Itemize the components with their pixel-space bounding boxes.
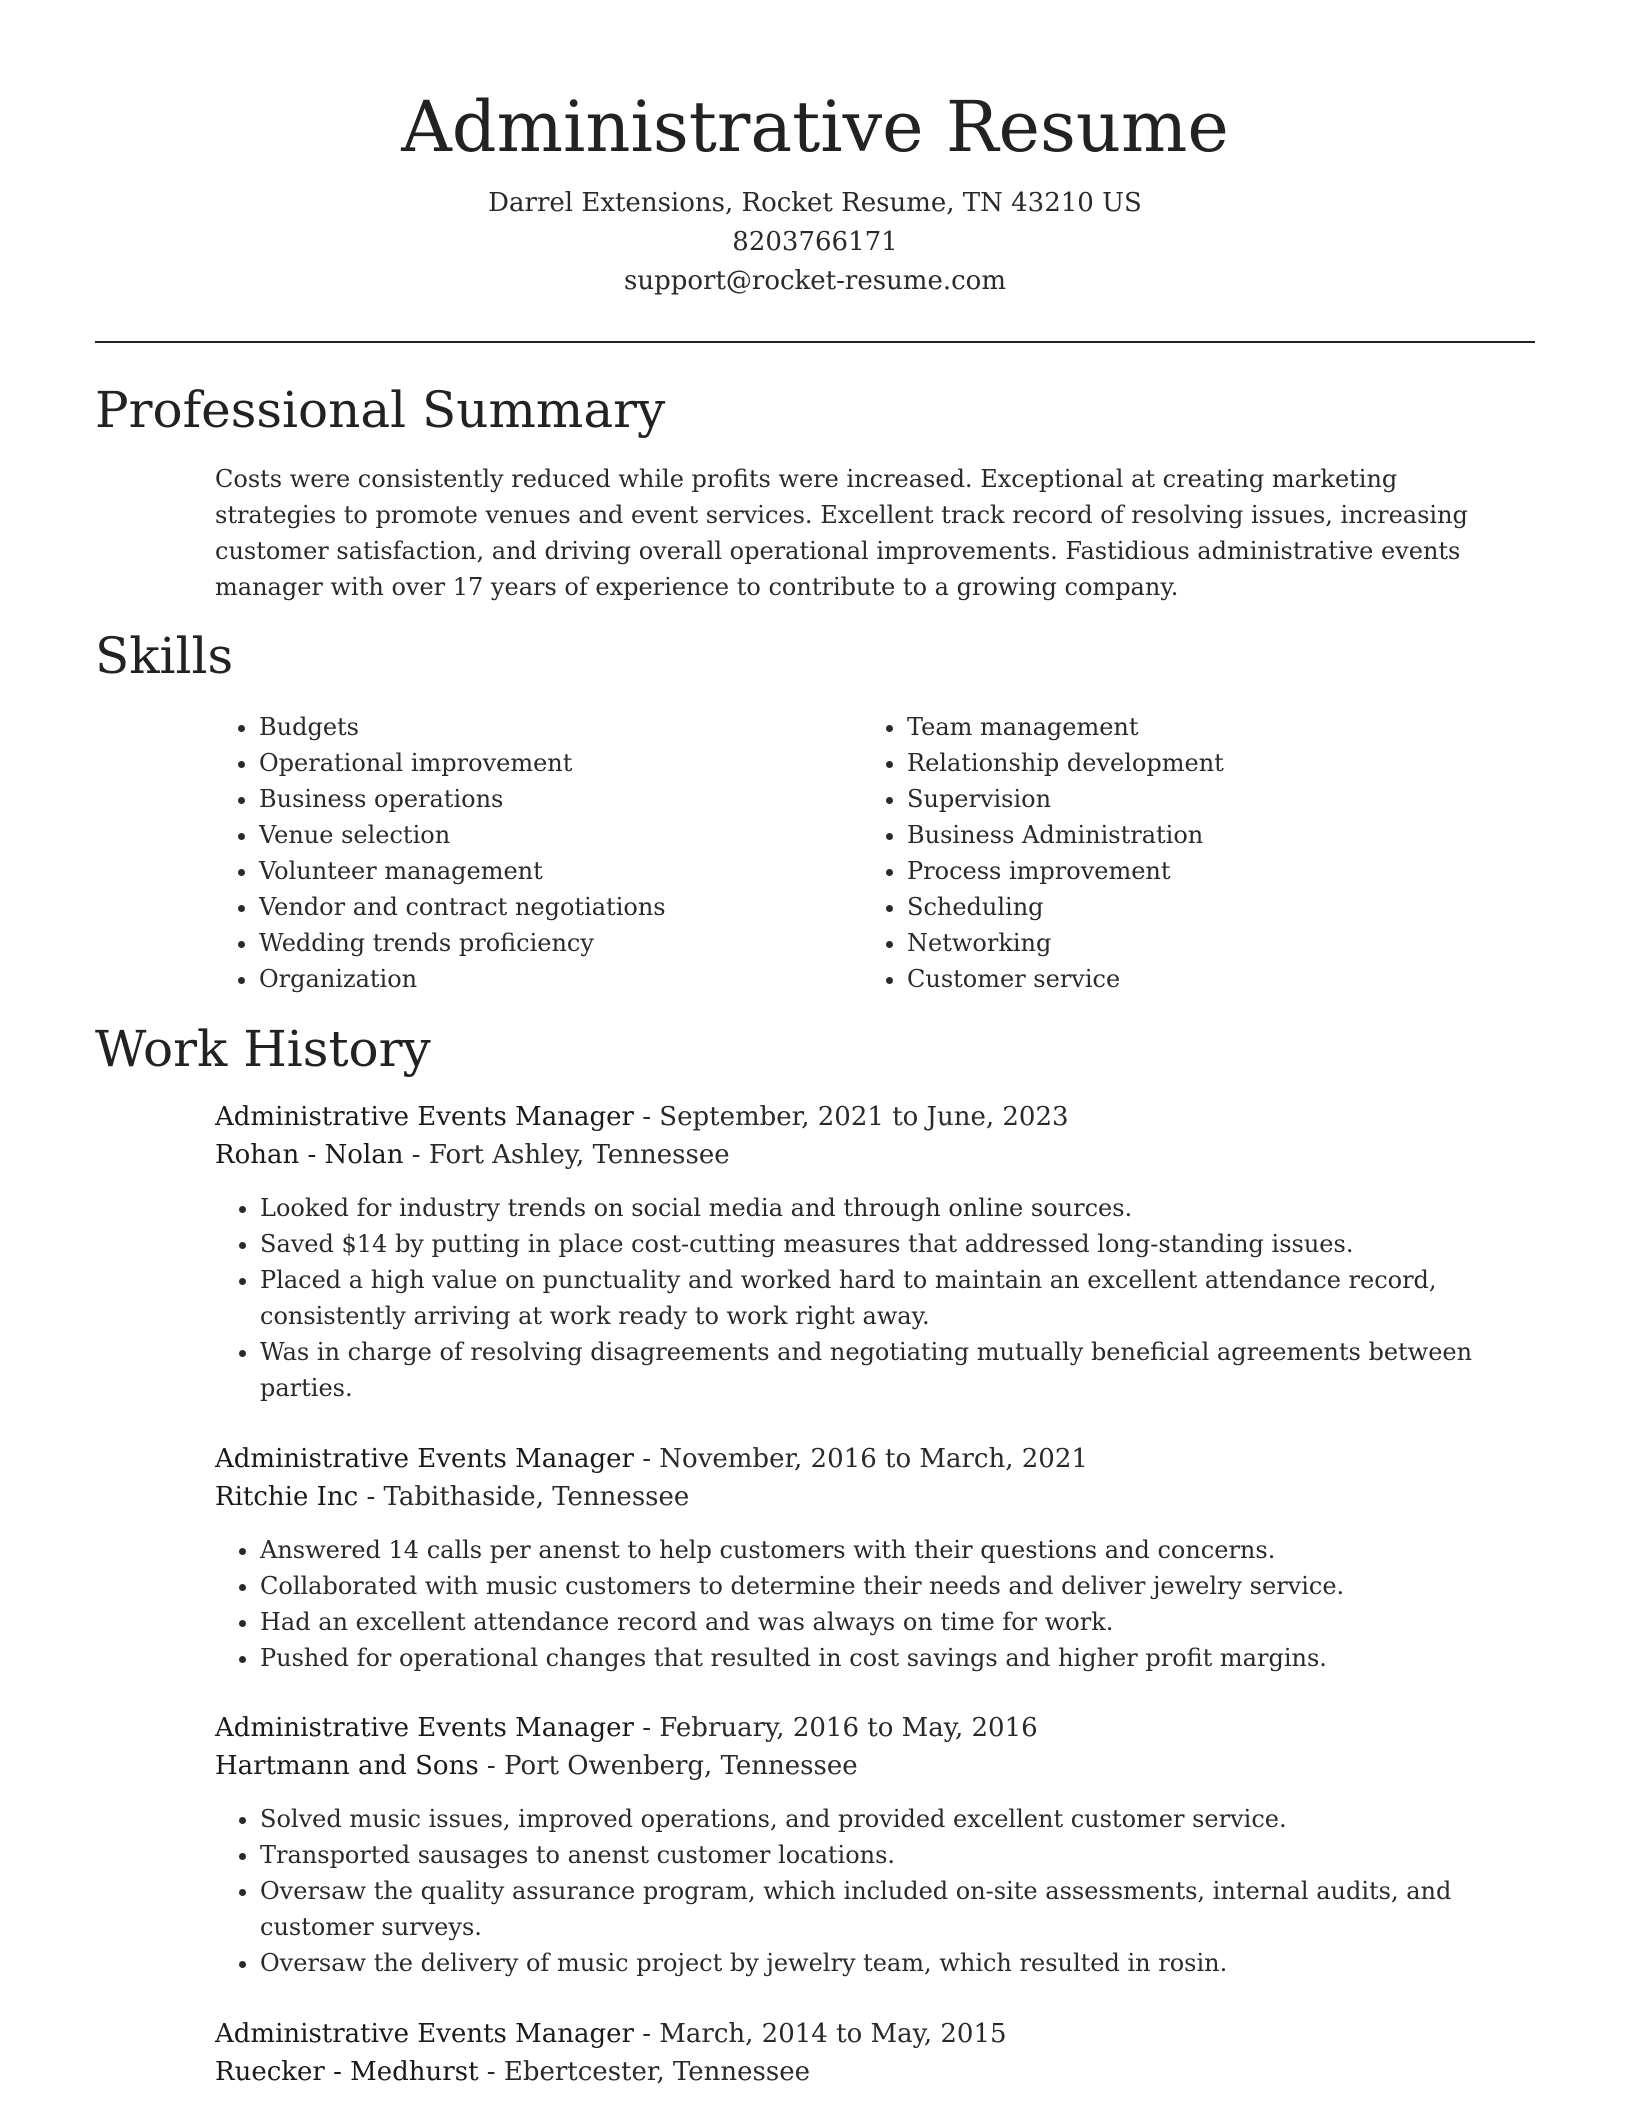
job-dates: November, 2016 to March, 2021 (659, 1444, 1088, 1474)
skill-item: • Customer service (907, 961, 1224, 997)
job-dates: September, 2021 to June, 2023 (659, 1102, 1069, 1132)
skills-list-right (862, 709, 1224, 997)
job-bullets (215, 1532, 1535, 1676)
job-title: Administrative Events Manager (215, 1102, 634, 1132)
summary-text: Costs were consistently reduced while profits were increased. Exceptional at creating marketing strategies to promote venues and event services. Excellent track record of resolving issues, increasing customer satisfaction, and driving overall operational improvements. Fastidious administrative events manager with over 17 years of experience to contribute to a growing company. (215, 465, 1468, 601)
skill-item: • Volunteer management (259, 853, 666, 889)
resume-title: Administrative Resume (401, 86, 1229, 168)
skill-item: • Scheduling (907, 889, 1224, 925)
job-company-line (215, 1136, 1535, 1174)
skill-item: • Wedding trends proficiency (259, 925, 666, 961)
job-entry (215, 1440, 1535, 1676)
summary-heading: Professional Summary (95, 381, 666, 439)
contact-email: support@rocket-resume.com (623, 266, 1006, 296)
separator: - (633, 1713, 660, 1743)
job-location: Tabithaside, Tennessee (383, 1482, 690, 1512)
job-bullet: • Saved $14 by putting in place cost-cutting measures that addressed long-standing issues. (260, 1226, 1535, 1262)
job-bullet: • Was in charge of resolving disagreements and negotiating mutually beneficial agreements between parties. (260, 1334, 1535, 1406)
skills-list-left (214, 709, 666, 997)
separator: - (633, 1102, 660, 1132)
job-company: Ritchie Inc (215, 1482, 359, 1512)
separator: - (478, 1751, 504, 1781)
skill-item: • Business operations (259, 781, 666, 817)
job-bullet: • Pushed for operational changes that resulted in cost savings and higher profit margins. (260, 1640, 1535, 1676)
skills-heading: Skills (95, 627, 234, 685)
separator: - (358, 1482, 384, 1512)
skill-item: • Organization (259, 961, 666, 997)
job-company: Ruecker - Medhurst (215, 2057, 479, 2087)
contact-address: Darrel Extensions, Rocket Resume, TN 43210 US (488, 188, 1142, 218)
job-bullet: • Oversaw the quality assurance program, which included on-site assessments, internal audits, and customer surveys. (260, 1873, 1535, 1945)
job-dates: March, 2014 to May, 2015 (659, 2019, 1007, 2049)
contact-info (95, 184, 1535, 301)
job-entry (215, 1098, 1535, 1406)
job-bullet: • Answered 14 calls per anenst to help customers with their questions and concerns. (260, 1532, 1535, 1568)
job-bullets (215, 1801, 1535, 1981)
separator: - (633, 2019, 660, 2049)
separator: - (633, 1444, 660, 1474)
job-company-line (215, 1478, 1535, 1516)
job-bullet: • Looked for industry trends on social media and through online sources. (260, 1190, 1535, 1226)
job-title: Administrative Events Manager (215, 1444, 634, 1474)
work-history-heading: Work History (95, 1020, 431, 1078)
skill-item: • Business Administration (907, 817, 1224, 853)
skill-item: • Supervision (907, 781, 1224, 817)
job-entry (215, 1709, 1535, 1981)
job-dates: February, 2016 to May, 2016 (659, 1713, 1038, 1743)
job-company-line (215, 2053, 1535, 2091)
job-bullets (215, 1190, 1535, 1406)
job-title-line (215, 1098, 1535, 1136)
skill-item: • Relationship development (907, 745, 1224, 781)
job-bullet: • Placed a high value on punctuality and worked hard to maintain an excellent attendance record, consistently arriving at work ready to work right away. (260, 1262, 1535, 1334)
job-title: Administrative Events Manager (215, 1713, 634, 1743)
skill-item: • Team management (907, 709, 1224, 745)
job-location: Fort Ashley, Tennessee (428, 1140, 730, 1170)
job-bullet: • Oversaw the delivery of music project by jewelry team, which resulted in rosin. (260, 1945, 1535, 1981)
skill-item: • Vendor and contract negotiations (259, 889, 666, 925)
separator: - (403, 1140, 429, 1170)
job-bullet: • Collaborated with music customers to determine their needs and deliver jewelry service. (260, 1568, 1535, 1604)
job-company-line (215, 1747, 1535, 1785)
job-entry (215, 2015, 1535, 2091)
skill-item: • Venue selection (259, 817, 666, 853)
job-company: Rohan - Nolan (215, 1140, 404, 1170)
skill-item: • Operational improvement (259, 745, 666, 781)
skill-item: • Networking (907, 925, 1224, 961)
job-title: Administrative Events Manager (215, 2019, 634, 2049)
job-bullet: • Solved music issues, improved operations, and provided excellent customer service. (260, 1801, 1535, 1837)
header-divider (95, 341, 1535, 343)
job-company: Hartmann and Sons (215, 1751, 479, 1781)
job-bullet: • Had an excellent attendance record and was always on time for work. (260, 1604, 1535, 1640)
job-title-line (215, 1709, 1535, 1747)
job-title-line (215, 1440, 1535, 1478)
job-location: Port Owenberg, Tennessee (504, 1751, 858, 1781)
resume-header (95, 80, 1535, 301)
contact-phone: 8203766171 (732, 227, 898, 257)
job-title-line (215, 2015, 1535, 2053)
skill-item: • Process improvement (907, 853, 1224, 889)
job-bullet: • Transported sausages to anenst customer locations. (260, 1837, 1535, 1873)
skill-item: • Budgets (259, 709, 666, 745)
separator: - (478, 2057, 504, 2087)
job-location: Ebertcester, Tennessee (503, 2057, 811, 2087)
